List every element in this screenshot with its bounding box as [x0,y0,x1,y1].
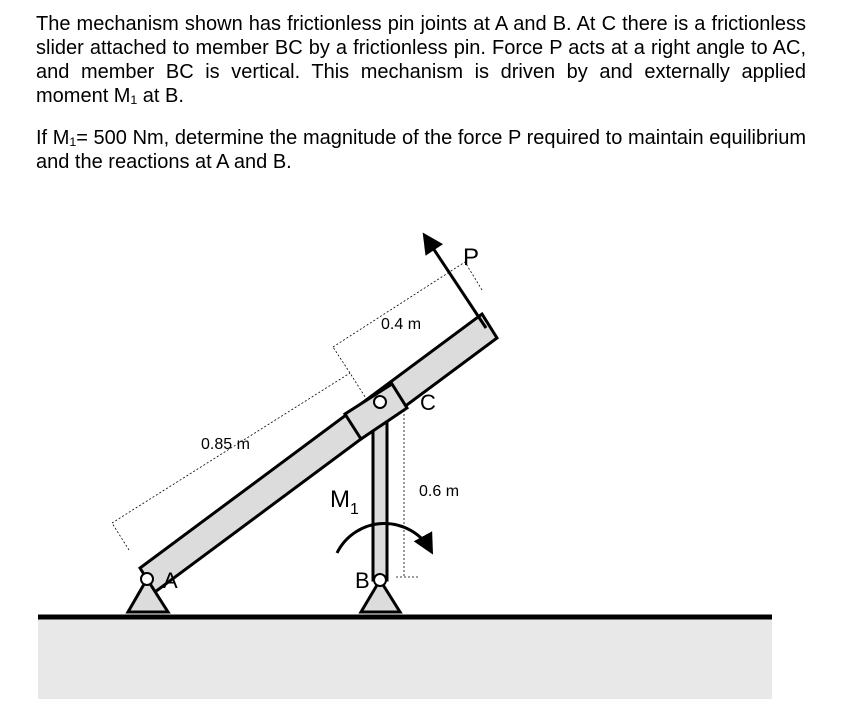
ground [38,617,772,699]
label-p: P [463,244,480,271]
member-ac [140,314,497,592]
label-b: B [355,568,370,593]
label-a: A [163,568,178,593]
label-c: C [420,390,436,415]
label-m1 [330,486,359,518]
dimension-label-ac: 0.85 m [201,436,250,453]
problem-paragraph-2: If M₁= 500 Nm, determine the magnitude of the force P required to maintain equilibrium and the reactions at A and B. [36,127,806,173]
label-m1-subscript: 1 [350,501,359,518]
dimension-label-bc: 0.6 m [419,483,460,500]
label-m1-main: M [330,486,350,513]
problem-paragraph-1: The mechanism shown has frictionless pin joints at A and B. At C there is a frictionless slider attached to member BC by a frictionless pin. Force P acts at a right angle to AC, and member BC is vertical. This mechanism is driven by and externally applied moment M₁ at B. [36,13,806,107]
pin-c [374,396,386,408]
dimension-label-extension: 0.4 m [381,316,422,333]
dimension-bc [396,402,420,577]
